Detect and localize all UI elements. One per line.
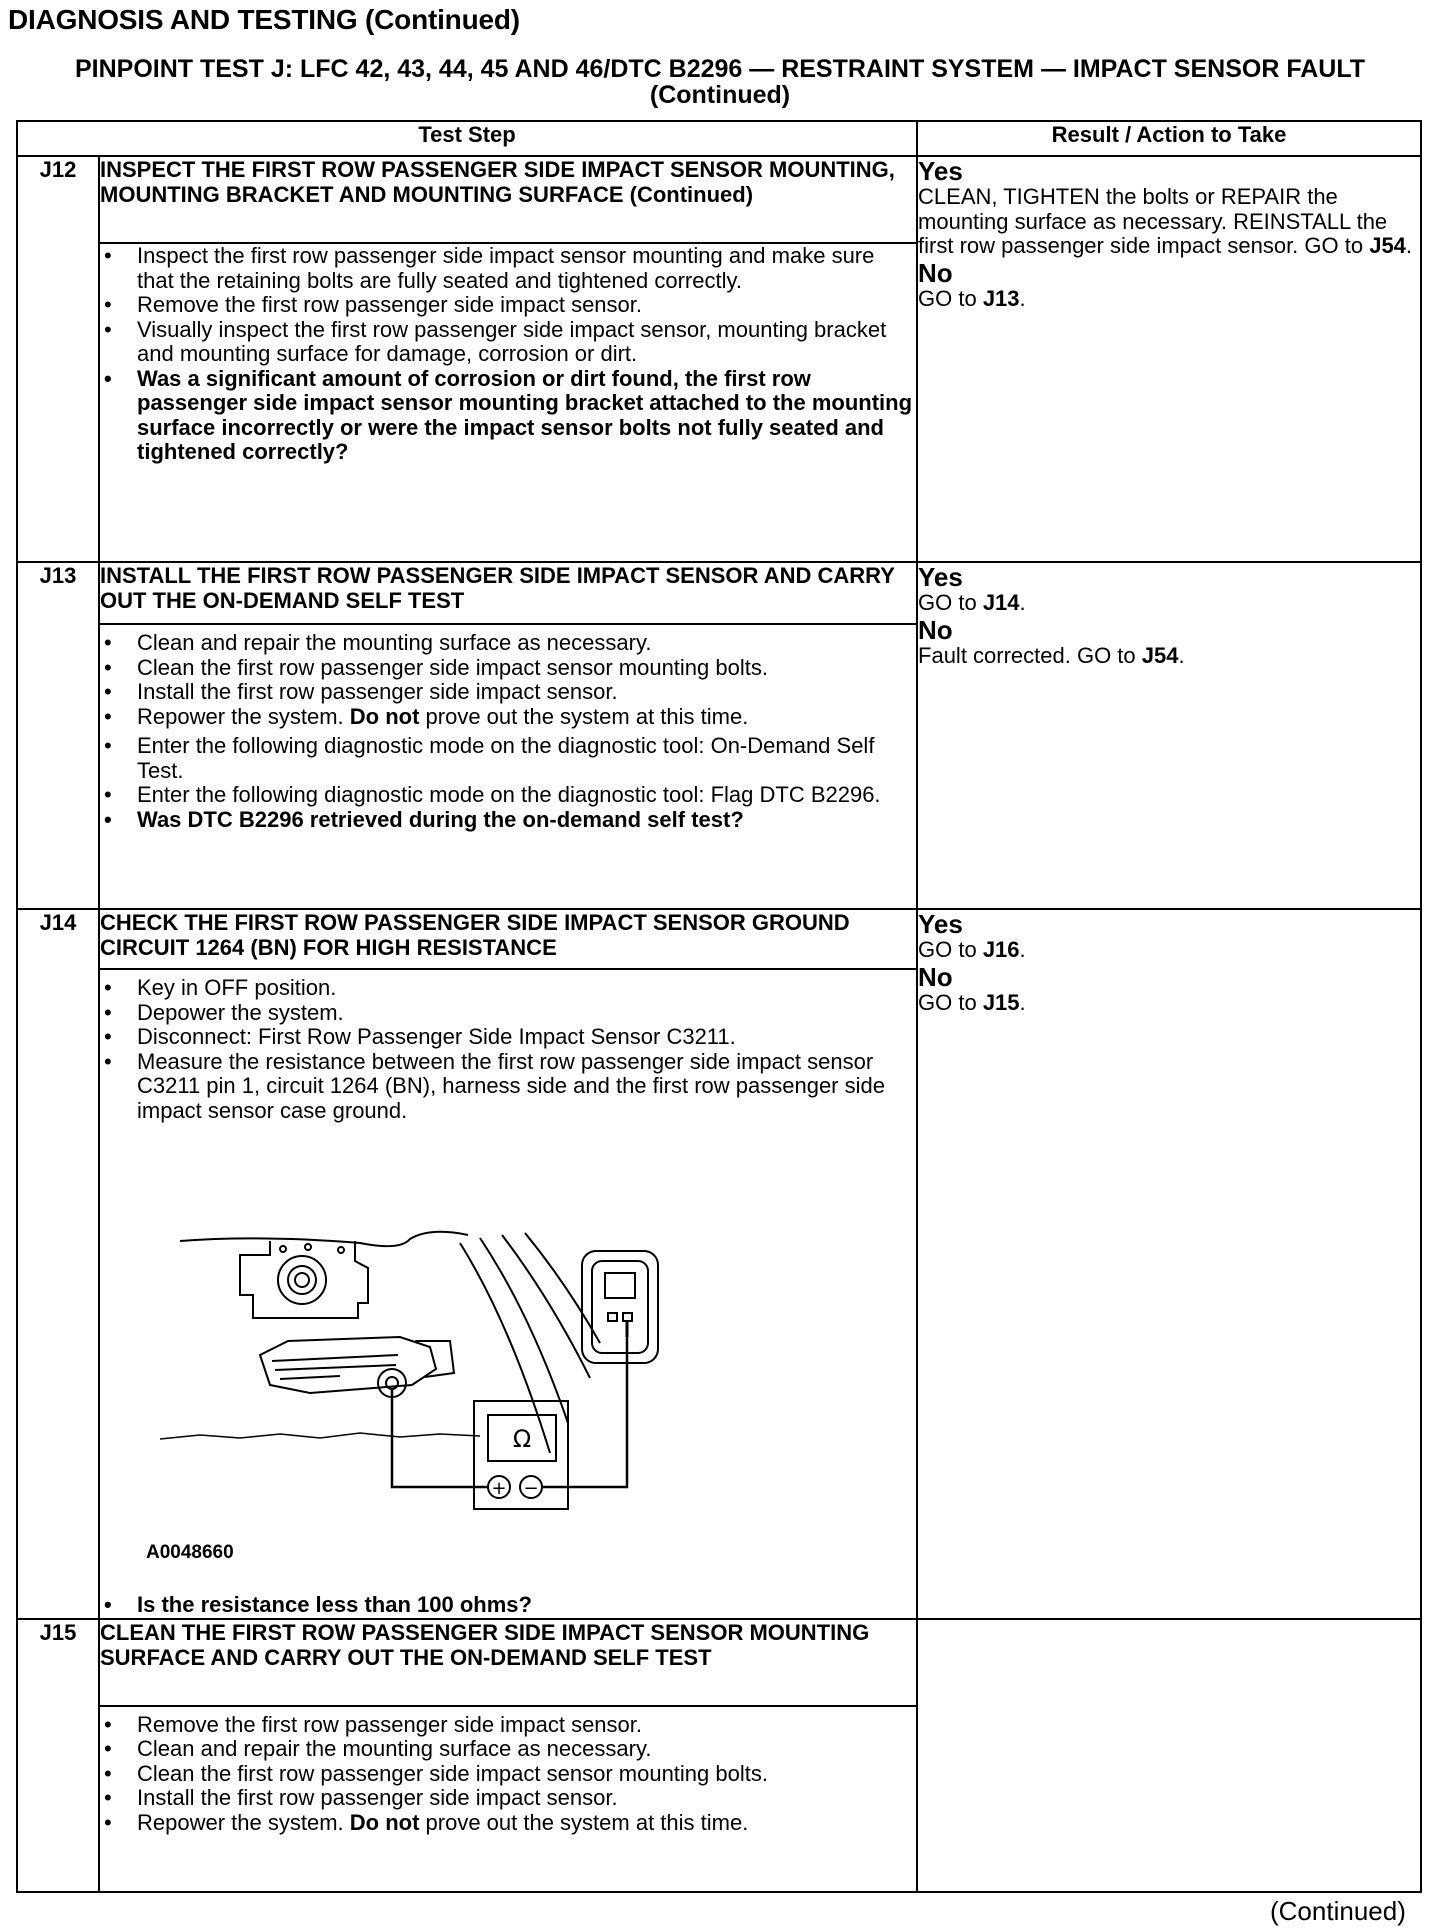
step-body-j15 [99, 1706, 917, 1892]
list-item: • Key in OFF position. [100, 976, 916, 1001]
step-j12-head-row [17, 156, 1421, 243]
no-label-j14: No [918, 961, 953, 992]
list-item: • Clean and repair the mounting surface as necessary. [100, 1737, 916, 1762]
yes-action-j14: GO to J16. [918, 937, 1026, 962]
step-body-j12 [99, 243, 917, 562]
list-item: • Clean the first row passenger side impact sensor mounting bolts. [100, 656, 916, 681]
yes-action-j12: CLEAN, TIGHTEN the bolts or REPAIR the mounting surface as necessary. REINSTALL the first row passenger side impact sensor. GO to J54. [918, 184, 1413, 258]
step-title-j13: INSTALL THE FIRST ROW PASSENGER SIDE IMPACT SENSOR AND CARRY OUT THE ON-DEMAND SELF TEST [99, 562, 917, 624]
no-label-j13: No [918, 614, 953, 645]
list-item-question: • Was a significant amount of corrosion or dirt found, the first row passenger side impact sensor mounting bracket attached to the mounting surface incorrectly or were the impact sensor bolts not fully seated and tightened correctly? [100, 367, 916, 465]
list-item: • Visually inspect the first row passenger side impact sensor, mounting bracket and mounting surface for damage, corrosion or dirt. [100, 318, 916, 367]
step-id-j15: J15 [17, 1619, 99, 1892]
yes-label-j13: Yes [918, 562, 963, 592]
minus-terminal: − [523, 1478, 539, 1499]
pinpoint-test-title: PINPOINT TEST J: LFC 42, 43, 44, 45 AND 46/DTC B2296 — RESTRAINT SYSTEM — IMPACT SENSOR FAULT (Continued) [74, 55, 1366, 109]
no-label-j12: No [918, 257, 953, 288]
list-item: • Remove the first row passenger side impact sensor. [100, 293, 916, 318]
goto-link-j54[interactable]: J54 [1369, 233, 1406, 258]
list-item: • Install the first row passenger side impact sensor. [100, 1786, 916, 1811]
no-action-j14: GO to J15. [918, 989, 1026, 1015]
page-title: DIAGNOSIS AND TESTING (Continued) [8, 4, 520, 35]
goto-link-j54[interactable]: J54 [1141, 642, 1179, 668]
step-j14-head-row [17, 909, 1421, 969]
pinpoint-test-table [16, 120, 1422, 1893]
list-item-question: • Was DTC B2296 retrieved during the on-demand self test? [100, 808, 916, 833]
list-item: • Measure the resistance between the first row passenger side impact sensor C3211 pin 1, circuit 1264 (BN), harness side and the first row passenger side impact sensor case ground. [100, 1050, 916, 1124]
result-header: Result / Action to Take [917, 121, 1421, 156]
goto-link-j14[interactable]: J14 [982, 590, 1020, 615]
step-j13-head-row [17, 562, 1421, 624]
step-id-j12: J12 [17, 156, 99, 562]
result-j15 [917, 1619, 1421, 1892]
step-title-j15: CLEAN THE FIRST ROW PASSENGER SIDE IMPACT SENSOR MOUNTING SURFACE AND CARRY OUT THE ON-DEMAND SELF TEST [99, 1619, 917, 1706]
figure-id: A0048660 [146, 1542, 234, 1563]
sensor-measurement-illustration [100, 1123, 890, 1563]
ohm-symbol: Ω [512, 1425, 532, 1453]
yes-action-j13: GO to J14. [918, 590, 1026, 615]
step-title-j14: CHECK THE FIRST ROW PASSENGER SIDE IMPACT SENSOR GROUND CIRCUIT 1264 (BN) FOR HIGH RESISTANCE [99, 909, 917, 969]
wiring-diagram [100, 1123, 916, 1593]
table-header-row [17, 121, 1421, 156]
list-item: • Disconnect: First Row Passenger Side Impact Sensor C3211. [100, 1025, 916, 1050]
goto-link-j13[interactable]: J13 [982, 285, 1020, 311]
list-item: • Depower the system. [100, 1001, 916, 1026]
no-action-j13: Fault corrected. GO to J54. [918, 642, 1185, 668]
no-action-j12: GO to J13. [918, 285, 1026, 311]
list-item: • Install the first row passenger side impact sensor. [100, 680, 916, 705]
list-item: • Enter the following diagnostic mode on the diagnostic tool: On-Demand Self Test. [100, 734, 916, 783]
list-item: • Repower the system. Do not prove out the system at this time. [100, 705, 916, 730]
result-j14 [917, 909, 1421, 1619]
plus-terminal: + [491, 1478, 507, 1499]
step-title-j12: INSPECT THE FIRST ROW PASSENGER SIDE IMPACT SENSOR MOUNTING, MOUNTING BRACKET AND MOUNTING SURFACE (Continued) [99, 156, 917, 243]
list-item: • Remove the first row passenger side impact sensor. [100, 1713, 916, 1738]
goto-link-j16[interactable]: J16 [982, 937, 1020, 962]
continued-label: (Continued) [1270, 1896, 1406, 1926]
test-step-header: Test Step [17, 121, 917, 156]
list-item: • Enter the following diagnostic mode on the diagnostic tool: Flag DTC B2296. [100, 783, 916, 808]
list-item: • Clean and repair the mounting surface as necessary. [100, 631, 916, 656]
list-item: • Inspect the first row passenger side impact sensor mounting and make sure that the retaining bolts are fully seated and tightened correctly. [100, 244, 916, 293]
list-item: • Clean the first row passenger side impact sensor mounting bolts. [100, 1762, 916, 1787]
step-j15-head-row [17, 1619, 1421, 1706]
step-body-j14 [99, 969, 917, 1619]
list-item-question: • Is the resistance less than 100 ohms? [100, 1593, 916, 1618]
list-item: • Repower the system. Do not prove out the system at this time. [100, 1811, 916, 1836]
result-j12 [917, 156, 1421, 562]
result-j13 [917, 562, 1421, 909]
step-body-j13 [99, 624, 917, 909]
step-id-j13: J13 [17, 562, 99, 909]
yes-label-j14: Yes [918, 909, 963, 939]
yes-label-j12: Yes [918, 156, 963, 186]
step-id-j14: J14 [17, 909, 99, 1619]
goto-link-j15[interactable]: J15 [982, 989, 1020, 1015]
